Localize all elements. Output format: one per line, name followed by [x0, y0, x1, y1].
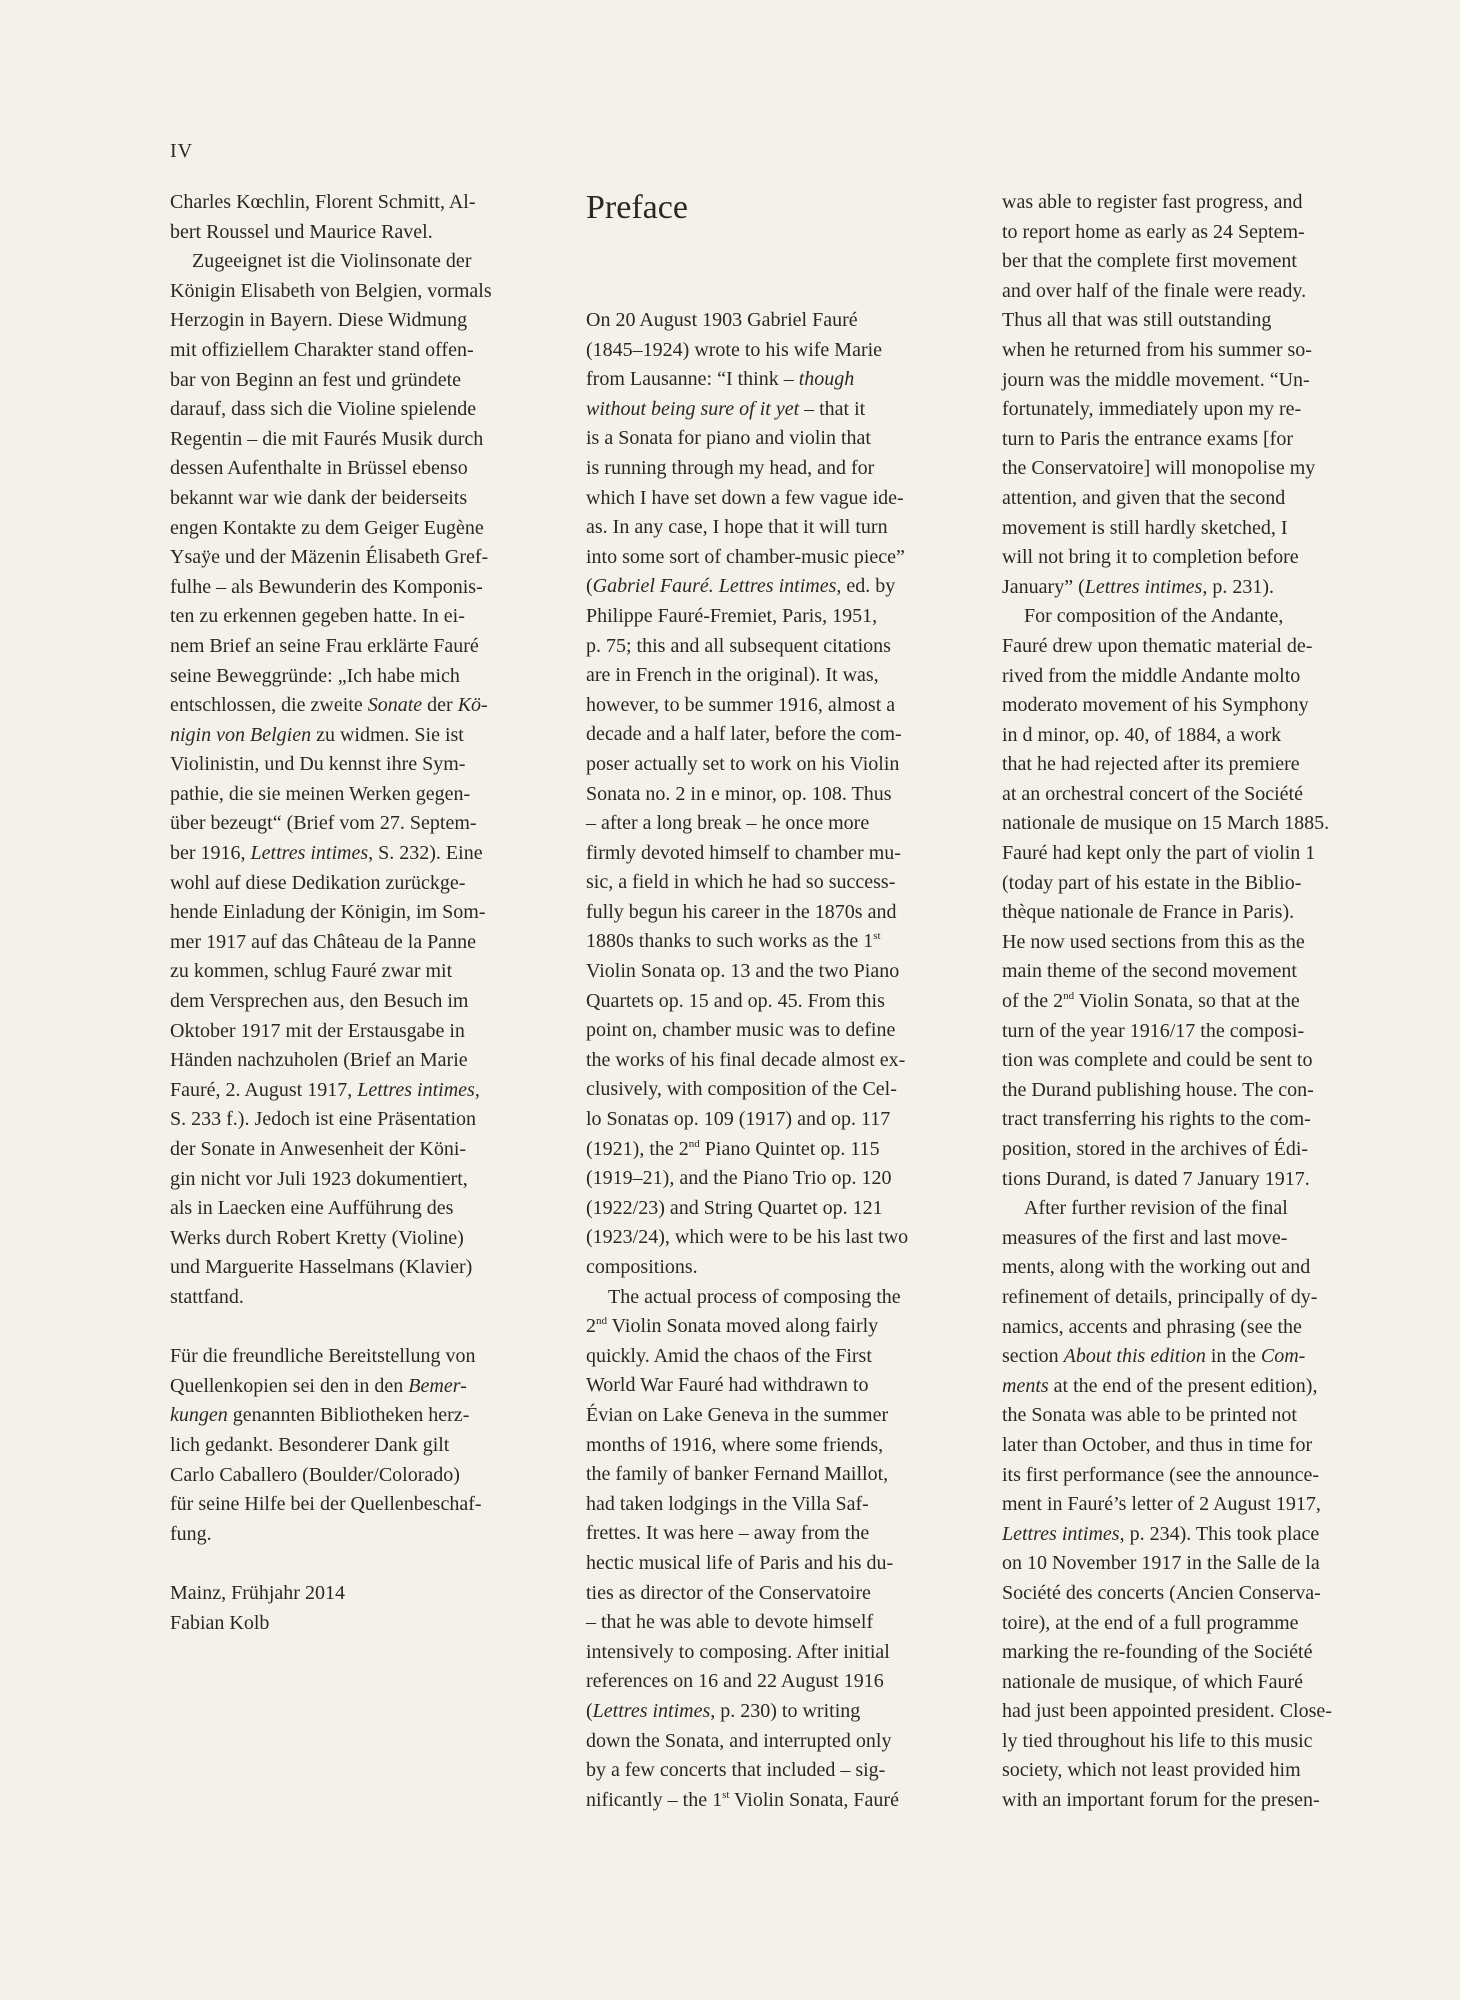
german-text-column — [170, 188, 550, 1638]
text-line: Fabian Kolb — [170, 1611, 270, 1634]
text-line: position, stored in the archives of Édi- — [1002, 1138, 1309, 1160]
text-line: (1919–21), and the Piano Trio op. 120 — [586, 1167, 892, 1190]
text-line: fortunately, immediately upon my re- — [1002, 398, 1302, 421]
text-line: mer 1917 auf das Château de la Panne — [170, 930, 477, 953]
text-line: der Sonate in Anwesenheit der Köni- — [170, 1138, 467, 1160]
text-line: ber 1916, Lettres intimes, S. 232). Eine — [170, 842, 483, 865]
text-line: decade and a half later, before the com- — [586, 723, 902, 746]
paragraph — [586, 306, 976, 1283]
text-line: (1921), the 2nd Piano Quintet op. 115 — [586, 1137, 880, 1160]
text-line: Évian on Lake Geneva in the summer — [586, 1403, 889, 1426]
text-line: months of 1916, where some friends, — [586, 1433, 884, 1456]
text-line: He now used sections from this as the — [1002, 930, 1305, 953]
text-line: measures of the first and last move- — [1002, 1226, 1288, 1249]
text-line: ly tied throughout his life to this music — [1002, 1729, 1313, 1752]
text-line: ties as director of the Conservatoire — [586, 1581, 871, 1604]
text-line: and over half of the finale were ready. — [1002, 279, 1307, 302]
text-line: (today part of his estate in the Biblio- — [1002, 871, 1302, 894]
text-line: Violinistin, und Du kennst ihre Sym- — [170, 753, 466, 776]
preface-body — [586, 306, 976, 1815]
paragraph — [1002, 1194, 1392, 1815]
text-line: is running through my head, and for — [586, 456, 875, 479]
paragraph — [586, 1283, 976, 1816]
text-line: firmly devoted himself to chamber mu- — [586, 841, 901, 864]
text-line: p. 75; this and all subsequent citations — [586, 634, 891, 657]
text-line: (Lettres intimes, p. 230) to writing — [586, 1699, 861, 1722]
text-line: ments at the end of the present edition), — [1002, 1374, 1318, 1397]
text-line: was able to register fast progress, and — [1002, 191, 1303, 213]
text-line: Thus all that was still outstanding — [1002, 309, 1272, 332]
text-line: dem Versprechen aus, den Besuch im — [170, 990, 469, 1013]
text-line: – after a long break – he once more — [586, 812, 870, 835]
text-line: with an important forum for the presen- — [1002, 1789, 1320, 1812]
text-line: are in French in the original). It was, — [586, 664, 879, 687]
paragraph-gap — [170, 1549, 550, 1579]
paragraph — [170, 1579, 550, 1638]
text-line: hectic musical life of Paris and his du- — [586, 1551, 894, 1574]
preface-column — [586, 188, 976, 1815]
text-line: seine Beweggründe: „Ich habe mich — [170, 664, 460, 687]
text-line: Violin Sonata op. 13 and the two Piano — [586, 960, 900, 983]
text-line: ten zu erkennen gegeben hatte. In ei- — [170, 605, 465, 628]
paragraph — [170, 188, 550, 247]
text-line: After further revision of the final — [1024, 1197, 1288, 1220]
text-line: rived from the middle Andante molto — [1002, 664, 1301, 687]
text-line: pathie, die sie meinen Werken gegen- — [170, 782, 471, 805]
text-line: nificantly – the 1st Violin Sonata, Fauré — [586, 1788, 899, 1811]
text-line: lich gedankt. Besonderer Dank gilt — [170, 1433, 450, 1456]
text-line: Quartets op. 15 and op. 45. From this — [586, 989, 885, 1012]
text-line: frettes. It was here – away from the — [586, 1522, 870, 1545]
text-line: Lettres intimes, p. 234). This took place — [1002, 1522, 1320, 1545]
page-number: IV — [170, 140, 194, 162]
text-line: journ was the middle movement. “Un- — [1002, 368, 1310, 391]
text-line: that he had rejected after its premiere — [1002, 753, 1300, 776]
text-line: Fauré drew upon thematic material de- — [1002, 634, 1313, 657]
text-line: 1880s thanks to such works as the 1st — [586, 930, 881, 953]
paragraph — [1002, 602, 1392, 1194]
text-line: tions Durand, is dated 7 January 1917. — [1002, 1167, 1310, 1190]
text-line: clusively, with composition of the Cel- — [586, 1078, 897, 1101]
text-line: nigin von Belgien zu widmen. Sie ist — [170, 723, 464, 746]
text-line: S. 233 f.). Jedoch ist eine Präsentation — [170, 1108, 477, 1131]
text-line: moderato movement of his Symphony — [1002, 694, 1309, 717]
text-line: On 20 August 1903 Gabriel Fauré — [586, 309, 858, 331]
text-line: which I have set down a few vague ide- — [586, 486, 904, 509]
text-line: society, which not least provided him — [1002, 1759, 1301, 1782]
text-line: in d minor, op. 40, of 1884, a work — [1002, 723, 1282, 746]
text-line: Oktober 1917 mit der Erstausgabe in — [170, 1019, 465, 1042]
text-line: ber that the complete first movement — [1002, 250, 1297, 273]
text-line: as. In any case, I hope that it will turn — [586, 516, 888, 539]
text-line: bekannt war wie dank der beiderseits — [170, 486, 468, 509]
text-line: Herzogin in Bayern. Diese Widmung — [170, 309, 468, 332]
text-line: fully begun his career in the 1870s and — [586, 900, 897, 923]
text-line: from Lausanne: “I think – though — [586, 368, 855, 391]
text-line: nationale de musique on 15 March 1885. — [1002, 812, 1330, 835]
text-line: Quellenkopien sei den in den Bemer- — [170, 1374, 467, 1397]
text-line: stattfand. — [170, 1285, 244, 1308]
preface-heading: Preface — [586, 189, 688, 226]
text-line: turn to Paris the entrance exams [for — [1002, 427, 1294, 450]
text-line: will not bring it to completion before — [1002, 546, 1299, 569]
text-line: quickly. Amid the chaos of the First — [586, 1344, 872, 1367]
text-line: point on, chamber music was to define — [586, 1019, 896, 1042]
text-line: zu kommen, schlug Fauré zwar mit — [170, 960, 453, 983]
text-line: by a few concerts that included – sig- — [586, 1759, 886, 1782]
text-line: poser actually set to work on his Violin — [586, 752, 900, 775]
text-line: darauf, dass sich die Violine spielende — [170, 398, 477, 421]
text-line: für seine Hilfe bei der Quellenbeschaf- — [170, 1493, 482, 1516]
text-line: als in Laecken eine Aufführung des — [170, 1197, 454, 1220]
text-line: entschlossen, die zweite Sonate der Kö- — [170, 694, 488, 717]
text-line: Ysaÿe und der Mäzenin Élisabeth Gref- — [170, 546, 489, 569]
text-line: Werks durch Robert Kretty (Violine) — [170, 1226, 464, 1249]
text-line: when he returned from his summer so- — [1002, 338, 1312, 361]
text-line: Zugeeignet ist die Violinsonate der — [192, 250, 472, 273]
text-line: the Durand publishing house. The con- — [1002, 1078, 1314, 1101]
text-line: gin nicht vor Juli 1923 dokumentiert, — [170, 1167, 468, 1190]
text-line: Charles Kœchlin, Florent Schmitt, Al- — [170, 191, 476, 213]
text-line: Mainz, Frühjahr 2014 — [170, 1581, 345, 1604]
text-line: bar von Beginn an fest und gründete — [170, 368, 462, 391]
text-line: on 10 November 1917 in the Salle de la — [1002, 1552, 1320, 1575]
text-line: had just been appointed president. Close- — [1002, 1700, 1332, 1723]
text-line: is a Sonata for piano and violin that — [586, 427, 871, 450]
text-line: Händen nachzuholen (Brief an Marie — [170, 1049, 468, 1072]
text-line: of the 2nd Violin Sonata, so that at the — [1002, 990, 1300, 1013]
text-line: Carlo Caballero (Boulder/Colorado) — [170, 1463, 460, 1486]
text-line: Königin Elisabeth von Belgien, vormals — [170, 279, 492, 302]
text-line: kungen genannten Bibliotheken herz- — [170, 1404, 470, 1427]
text-line: refinement of details, principally of dy- — [1002, 1285, 1318, 1308]
text-line: toire), at the end of a full programme — [1002, 1611, 1299, 1634]
text-line: nem Brief an seine Frau erklärte Fauré — [170, 634, 479, 657]
text-line: – that he was able to devote himself — [586, 1611, 874, 1634]
text-line: into some sort of chamber-music piece” — [586, 545, 905, 568]
text-line: had taken lodgings in the Villa Saf- — [586, 1492, 869, 1515]
text-line: attention, and given that the second — [1002, 486, 1286, 509]
preface-continuation-column — [1002, 188, 1392, 1816]
text-line: Für die freundliche Bereitstellung von — [170, 1345, 476, 1368]
text-line: however, to be summer 1916, almost a — [586, 693, 896, 716]
text-line: its first performance (see the announce- — [1002, 1463, 1320, 1486]
text-line: the Conservatoire] will monopolise my — [1002, 457, 1316, 480]
text-line: marking the re-founding of the Société — [1002, 1641, 1313, 1664]
text-line: 2nd Violin Sonata moved along fairly — [586, 1315, 879, 1338]
text-line: references on 16 and 22 August 1916 — [586, 1670, 884, 1693]
text-line: nationale de musique, of which Fauré — [1002, 1670, 1304, 1693]
text-line: the works of his final decade almost ex- — [586, 1048, 906, 1071]
text-line: the family of banker Fernand Maillot, — [586, 1463, 889, 1486]
text-line: intensively to composing. After initial — [586, 1640, 890, 1663]
text-line: movement is still hardly sketched, I — [1002, 516, 1288, 539]
paragraph — [170, 1342, 550, 1549]
text-line: hende Einladung der Königin, im Som- — [170, 901, 486, 924]
text-line: wohl auf diese Dedikation zurückge- — [170, 871, 466, 894]
text-line: Fauré, 2. August 1917, Lettres intimes, — [170, 1078, 480, 1101]
paragraph — [170, 247, 550, 1312]
text-line: Sonata no. 2 in e minor, op. 108. Thus — [586, 782, 892, 805]
text-line: Fauré had kept only the part of violin 1 — [1002, 842, 1316, 865]
text-line: bert Roussel und Maurice Ravel. — [170, 220, 433, 243]
text-line: ment in Fauré’s letter of 2 August 1917, — [1002, 1493, 1321, 1516]
text-line: lo Sonatas op. 109 (1917) and op. 117 — [586, 1108, 891, 1131]
text-line: fung. — [170, 1522, 212, 1545]
text-line: dessen Aufenthalte in Brüssel ebenso — [170, 457, 468, 480]
text-line: Regentin – die mit Faurés Musik durch — [170, 427, 484, 450]
text-line: engen Kontakte zu dem Geiger Eugène — [170, 516, 484, 539]
text-line: (1922/23) and String Quartet op. 121 — [586, 1196, 883, 1219]
text-line: (1845–1924) wrote to his wife Marie — [586, 338, 883, 361]
paragraph — [1002, 188, 1392, 602]
text-line: tract transferring his rights to the com- — [1002, 1108, 1311, 1131]
text-line: (Gabriel Fauré. Lettres intimes, ed. by — [586, 575, 896, 598]
text-line: the Sonata was able to be printed not — [1002, 1404, 1297, 1427]
text-line: sic, a field in which he had so success- — [586, 871, 896, 894]
text-line: tion was complete and could be sent to — [1002, 1049, 1313, 1072]
text-line: Société des concerts (Ancien Conserva- — [1002, 1581, 1321, 1604]
text-line: later than October, and thus in time for — [1002, 1433, 1313, 1456]
text-line: World War Fauré had withdrawn to — [586, 1374, 869, 1397]
text-line: über bezeugt“ (Brief vom 27. Septem- — [170, 812, 477, 835]
text-line: ments, along with the working out and — [1002, 1256, 1311, 1279]
text-line: January” (Lettres intimes, p. 231). — [1002, 575, 1274, 598]
text-line: namics, accents and phrasing (see the — [1002, 1315, 1302, 1338]
text-line: compositions. — [586, 1256, 698, 1278]
paragraph-gap — [170, 1313, 550, 1343]
text-line: Philippe Fauré-Fremiet, Paris, 1951, — [586, 604, 878, 627]
text-line: without being sure of it yet – that it — [586, 397, 866, 420]
text-line: (1923/24), which were to be his last two — [586, 1226, 909, 1249]
text-line: at an orchestral concert of the Société — [1002, 782, 1303, 805]
text-line: mit offiziellem Charakter stand offen- — [170, 338, 474, 361]
text-line: For composition of the Andante, — [1024, 605, 1284, 628]
text-line: section About this edition in the Com- — [1002, 1345, 1306, 1368]
text-line: fulhe – als Bewunderin des Komponis- — [170, 575, 483, 598]
text-line: thèque nationale de France in Paris). — [1002, 901, 1295, 924]
text-line: turn of the year 1916/17 the composi- — [1002, 1019, 1305, 1042]
text-line: to report home as early as 24 Septem- — [1002, 220, 1305, 243]
text-line: The actual process of composing the — [608, 1285, 901, 1308]
text-line: down the Sonata, and interrupted only — [586, 1729, 892, 1752]
text-line: und Marguerite Hasselmans (Klavier) — [170, 1256, 473, 1279]
text-line: main theme of the second movement — [1002, 960, 1297, 983]
